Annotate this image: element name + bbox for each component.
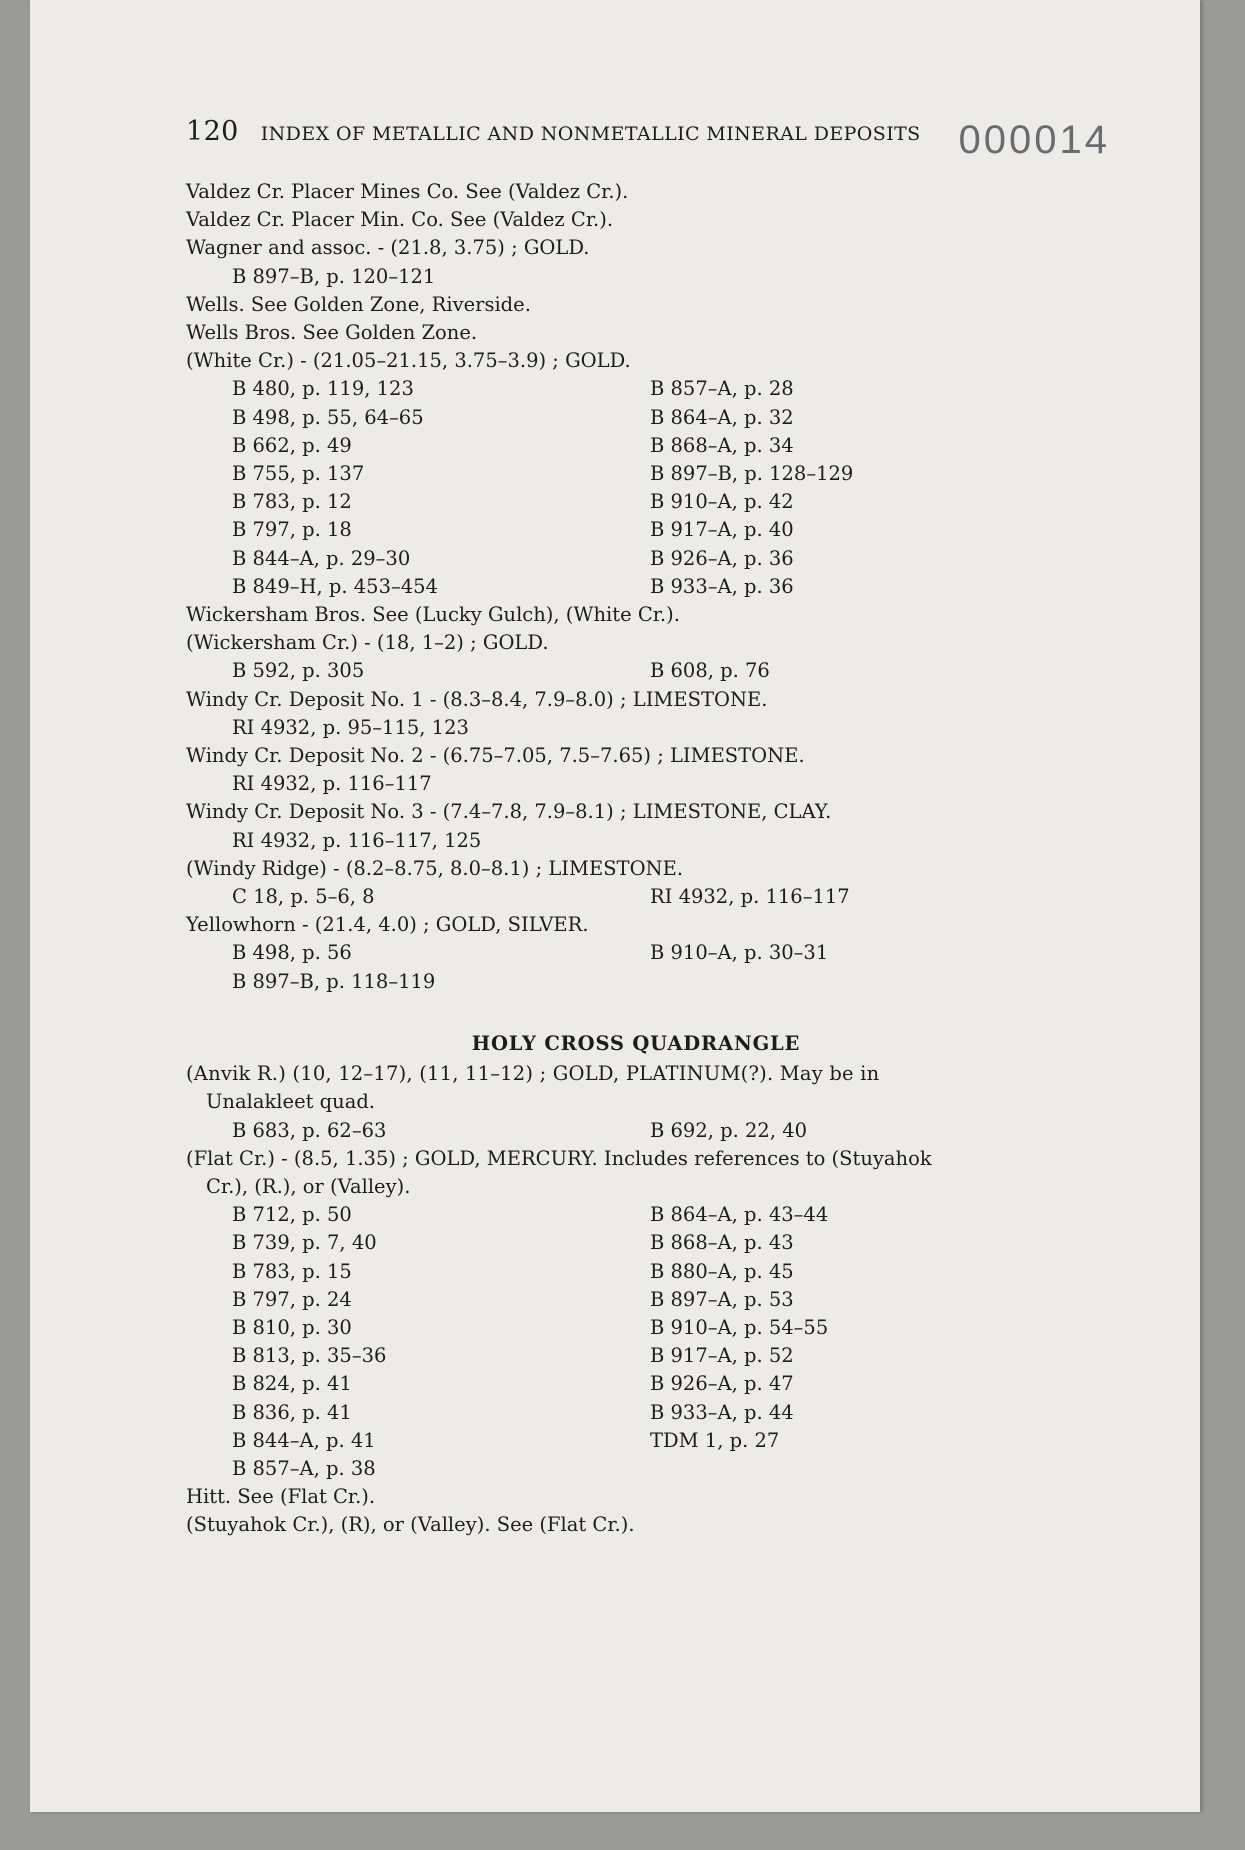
- reference: TDM 1, p. 27: [650, 1428, 780, 1452]
- reference: B 824, p. 41: [232, 1372, 352, 1396]
- page-number: 120: [186, 116, 239, 147]
- reference: B 662, p. 49: [232, 433, 352, 457]
- reference: B 917–A, p. 40: [650, 518, 794, 542]
- reference: C 18, p. 5–6, 8: [232, 885, 375, 909]
- reference: RI 4932, p. 116–117: [650, 885, 850, 909]
- reference: B 810, p. 30: [232, 1315, 352, 1339]
- list-item: (Anvik R.) (10, 12–17), (11, 11–12) ; GOLD, PLATINUM(?). May be in: [186, 1062, 880, 1086]
- reference: B 864–A, p. 43–44: [650, 1203, 829, 1227]
- reference: RI 4932, p. 95–115, 123: [232, 715, 469, 739]
- reference: B 864–A, p. 32: [650, 405, 794, 429]
- reference: B 897–B, p. 118–119: [232, 969, 436, 993]
- reference: B 897–B, p. 120–121: [232, 264, 436, 288]
- reference: B 608, p. 76: [650, 659, 770, 683]
- reference-columns: [186, 883, 1086, 911]
- reference: B 897–A, p. 53: [650, 1287, 794, 1311]
- list-item: Windy Cr. Deposit No. 2 - (6.75–7.05, 7.5–7.65) ; LIMESTONE.: [186, 744, 805, 768]
- reference: B 844–A, p. 29–30: [232, 546, 411, 570]
- list-item: Wells. See Golden Zone, Riverside.: [186, 292, 531, 316]
- reference: B 844–A, p. 41: [232, 1428, 376, 1452]
- reference: B 783, p. 12: [232, 490, 352, 514]
- list-item: Valdez Cr. Placer Mines Co. See (Valdez Cr.).: [186, 180, 629, 203]
- reference: B 910–A, p. 42: [650, 490, 794, 514]
- reference: B 910–A, p. 54–55: [650, 1315, 829, 1339]
- reference: B 868–A, p. 43: [650, 1231, 794, 1255]
- reference: B 592, p. 305: [232, 659, 365, 683]
- reference: B 917–A, p. 52: [650, 1344, 794, 1368]
- reference: B 897–B, p. 128–129: [650, 462, 854, 486]
- page-header: [186, 116, 1086, 147]
- page-stamp: 000014: [958, 118, 1110, 162]
- list-item: (Windy Ridge) - (8.2–8.75, 8.0–8.1) ; LIMESTONE.: [186, 856, 684, 880]
- reference: B 498, p. 55, 64–65: [232, 405, 424, 429]
- reference: B 868–A, p. 34: [650, 433, 794, 457]
- index-body: [186, 178, 1086, 1540]
- reference-columns: [186, 375, 1086, 601]
- list-item: (Flat Cr.) - (8.5, 1.35) ; GOLD, MERCURY. Includes references to (Stuyahok: [186, 1146, 932, 1170]
- reference: [650, 1455, 1070, 1483]
- document-page: [30, 0, 1200, 1812]
- reference: B 498, p. 56: [232, 941, 352, 965]
- list-item-continuation: Unalakleet quad.: [206, 1090, 375, 1114]
- reference: [650, 968, 1070, 996]
- reference: B 926–A, p. 36: [650, 546, 794, 570]
- list-item-continuation: Cr.), (R.), or (Valley).: [206, 1174, 411, 1198]
- reference: B 933–A, p. 44: [650, 1400, 794, 1424]
- reference: B 480, p. 119, 123: [232, 377, 414, 401]
- list-item: (Wickersham Cr.) - (18, 1–2) ; GOLD.: [186, 631, 549, 655]
- reference: B 683, p. 62–63: [232, 1118, 387, 1142]
- reference: B 797, p. 24: [232, 1287, 352, 1311]
- reference: B 857–A, p. 28: [650, 377, 794, 401]
- reference-columns: [186, 1117, 1086, 1145]
- reference: B 712, p. 50: [232, 1203, 352, 1227]
- list-item: (White Cr.) - (21.05–21.15, 3.75–3.9) ; GOLD.: [186, 349, 631, 373]
- reference: B 910–A, p. 30–31: [650, 941, 829, 965]
- list-item: Windy Cr. Deposit No. 3 - (7.4–7.8, 7.9–8.1) ; LIMESTONE, CLAY.: [186, 800, 832, 824]
- reference: B 849–H, p. 453–454: [232, 574, 438, 598]
- reference: B 783, p. 15: [232, 1259, 352, 1283]
- list-item: Hitt. See (Flat Cr.).: [186, 1485, 376, 1509]
- section-heading: HOLY CROSS QUADRANGLE: [471, 1031, 801, 1055]
- list-item: Wickersham Bros. See (Lucky Gulch), (White Cr.).: [186, 603, 680, 627]
- list-item: Valdez Cr. Placer Min. Co. See (Valdez Cr.).: [186, 208, 614, 232]
- reference: B 857–A, p. 38: [232, 1456, 376, 1480]
- reference: B 739, p. 7, 40: [232, 1231, 377, 1255]
- list-item: (Stuyahok Cr.), (R), or (Valley). See (Flat Cr.).: [186, 1513, 635, 1537]
- reference: B 836, p. 41: [232, 1400, 352, 1424]
- reference: B 926–A, p. 47: [650, 1372, 794, 1396]
- reference: B 933–A, p. 36: [650, 574, 794, 598]
- list-item: Windy Cr. Deposit No. 1 - (8.3–8.4, 7.9–8.0) ; LIMESTONE.: [186, 687, 768, 711]
- list-item: Yellowhorn - (21.4, 4.0) ; GOLD, SILVER.: [186, 913, 589, 937]
- reference: B 692, p. 22, 40: [650, 1118, 808, 1142]
- reference: RI 4932, p. 116–117: [232, 772, 432, 796]
- reference-columns: [186, 1201, 1086, 1483]
- page-title: INDEX OF METALLIC AND NONMETALLIC MINERAL DEPOSITS: [260, 123, 921, 145]
- reference: B 813, p. 35–36: [232, 1344, 387, 1368]
- reference: B 755, p. 137: [232, 462, 365, 486]
- list-item: Wagner and assoc. - (21.8, 3.75) ; GOLD.: [186, 236, 590, 260]
- reference: RI 4932, p. 116–117, 125: [232, 828, 482, 852]
- reference: B 797, p. 18: [232, 518, 352, 542]
- reference: B 880–A, p. 45: [650, 1259, 794, 1283]
- list-item: Wells Bros. See Golden Zone.: [186, 321, 478, 345]
- reference-columns: [186, 657, 1086, 685]
- reference-columns: [186, 939, 1086, 995]
